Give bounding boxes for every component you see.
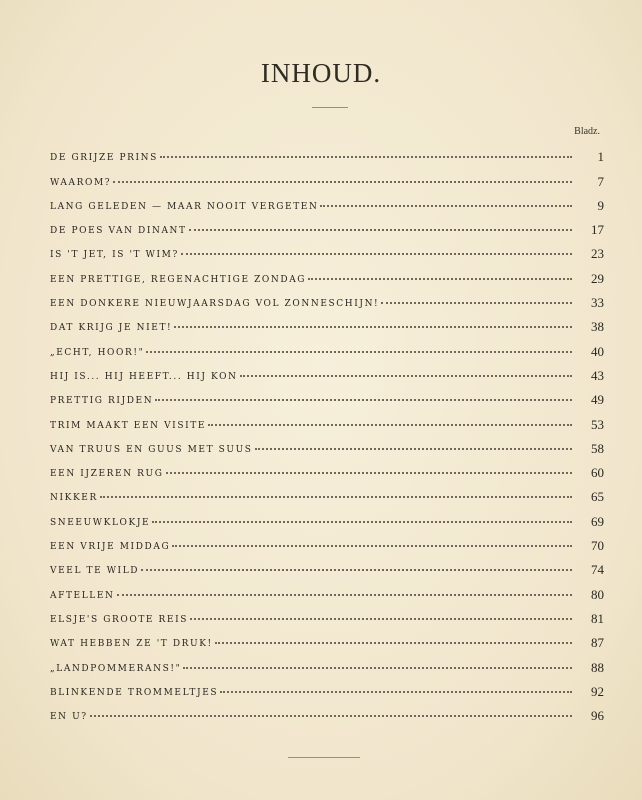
toc-entry-title: ELSJE'S GROOTE REIS	[50, 614, 189, 625]
toc-entry	[50, 625, 604, 649]
dot-leader	[189, 229, 572, 231]
toc-entry-title: „LANDPOMMERANS!"	[50, 663, 182, 674]
toc-entry-page: 7	[597, 173, 604, 189]
dot-leader	[146, 351, 572, 353]
toc-entry-title: WAT HEBBEN ZE 'T DRUK!	[50, 639, 213, 650]
title-divider	[312, 107, 348, 108]
dot-leader	[190, 618, 572, 620]
toc-entry	[50, 528, 604, 552]
toc-entry	[50, 431, 604, 455]
toc-entry	[50, 139, 604, 163]
dot-leader	[255, 448, 572, 450]
toc-entry-page: 17	[591, 222, 604, 238]
page-title: INHOUD.	[260, 58, 382, 88]
toc-entry-title: EEN DONKERE NIEUWJAARSDAG VOL ZONNESCHIJN!	[50, 299, 380, 310]
toc-entry-title: VEEL TE WILD	[50, 566, 140, 577]
toc-entry	[50, 212, 604, 236]
dot-leader	[113, 181, 572, 183]
dot-leader	[308, 278, 572, 280]
toc-entry-title: PRETTIG RIJDEN	[50, 396, 154, 407]
dot-leader	[152, 521, 572, 523]
toc-entry	[50, 601, 604, 625]
toc-entry-page: 23	[591, 246, 604, 262]
toc-entry-page: 88	[591, 659, 604, 675]
toc-entry-page: 69	[591, 513, 604, 529]
dot-leader	[220, 691, 572, 693]
toc-entry	[50, 552, 604, 576]
toc-entry-page: 87	[591, 635, 604, 651]
toc-entry-page: 9	[597, 197, 604, 213]
toc-entry-title: BLINKENDE TROMMELTJES	[50, 687, 219, 698]
dot-leader	[100, 496, 572, 498]
toc-entry	[50, 674, 604, 698]
toc-entry-page: 38	[591, 319, 604, 335]
dot-leader	[381, 302, 572, 304]
toc-entry-title: EEN PRETTIGE, REGENACHTIGE ZONDAG	[50, 274, 307, 285]
toc-entry-title: EN U?	[50, 712, 88, 723]
toc-entry-page: 33	[591, 295, 604, 311]
toc-entry	[50, 333, 604, 357]
toc-entry	[50, 358, 604, 382]
dot-leader	[183, 667, 572, 669]
toc-entry	[50, 503, 604, 527]
dot-leader	[174, 326, 572, 328]
toc-entry	[50, 260, 604, 284]
dot-leader	[166, 472, 573, 474]
toc-entry-page: 81	[591, 610, 604, 626]
toc-entry-page: 53	[591, 416, 604, 432]
toc-entry	[50, 576, 604, 600]
dot-leader	[215, 642, 572, 644]
toc-entry	[50, 163, 604, 187]
toc-entry-title: LANG GELEDEN — MAAR NOOIT VERGETEN	[50, 201, 319, 212]
toc-entry	[50, 188, 604, 212]
dot-leader	[240, 375, 572, 377]
toc-entry-title: EEN IJZEREN RUG	[50, 469, 164, 480]
toc-entry-title: TRIM MAAKT EEN VISITE	[50, 420, 207, 431]
toc-entry-page: 74	[591, 562, 604, 578]
dot-leader	[181, 253, 572, 255]
toc-entry-page: 29	[591, 270, 604, 286]
table-of-contents	[50, 139, 604, 722]
toc-entry-page: 80	[591, 586, 604, 602]
dot-leader	[320, 205, 572, 207]
dot-leader	[208, 424, 572, 426]
toc-entry-title: DE POES VAN DINANT	[50, 226, 187, 237]
toc-entry-page: 1	[597, 149, 604, 165]
toc-entry-title: EEN VRIJE MIDDAG	[50, 542, 171, 553]
toc-entry	[50, 455, 604, 479]
toc-entry-title: AFTELLEN	[50, 590, 115, 601]
toc-entry	[50, 649, 604, 673]
bottom-divider	[288, 757, 360, 758]
toc-entry-page: 60	[591, 465, 604, 481]
toc-entry-title: IS 'T JET, IS 'T WIM?	[50, 250, 179, 261]
toc-entry-title: „ECHT, HOOR!"	[50, 347, 145, 358]
toc-entry-page: 49	[591, 392, 604, 408]
toc-entry-page: 65	[591, 489, 604, 505]
toc-entry	[50, 406, 604, 430]
toc-entry-page: 96	[591, 708, 604, 724]
toc-entry-title: HIJ IS... HIJ HEEFT... HIJ KON	[50, 371, 238, 382]
dot-leader	[172, 545, 572, 547]
toc-entry-title: DAT KRIJG JE NIET!	[50, 323, 173, 334]
toc-entry	[50, 382, 604, 406]
dot-leader	[117, 594, 572, 596]
dot-leader	[155, 399, 572, 401]
toc-entry-title: DE GRIJZE PRINS	[50, 153, 158, 164]
toc-entry	[50, 285, 604, 309]
toc-entry-title: SNEEUWKLOKJE	[50, 517, 151, 528]
toc-entry	[50, 698, 604, 722]
toc-entry-page: 92	[591, 683, 604, 699]
dot-leader	[160, 156, 572, 158]
toc-entry-page: 43	[591, 367, 604, 383]
toc-entry-page: 70	[591, 538, 604, 554]
toc-entry-title: VAN TRUUS EN GUUS MET SUUS	[50, 444, 253, 455]
toc-entry-title: WAAROM?	[50, 177, 112, 188]
toc-entry-page: 40	[591, 343, 604, 359]
toc-entry-page: 58	[591, 440, 604, 456]
toc-entry	[50, 479, 604, 503]
dot-leader	[90, 715, 572, 717]
toc-entry	[50, 236, 604, 260]
toc-entry	[50, 309, 604, 333]
dot-leader	[141, 569, 572, 571]
page-column-header: Bladz.	[574, 126, 600, 137]
toc-entry-title: NIKKER	[50, 493, 98, 504]
